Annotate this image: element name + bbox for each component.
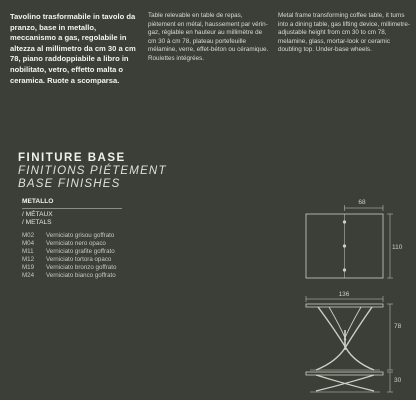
- finish-name: Verniciato grafite goffrato: [46, 247, 115, 255]
- finish-name: Verniciato grisou goffrato: [46, 232, 115, 239]
- dim-label-height-min: 30: [394, 377, 402, 384]
- metal-heading-fr: / MÉTAUX: [22, 210, 53, 218]
- dim-label-height-max: 78: [394, 323, 402, 330]
- dim-label-open-width: 136: [338, 291, 350, 298]
- finish-code: M12: [22, 255, 35, 263]
- finish-name: Verniciato tortora opaco: [46, 255, 112, 263]
- finishes-title-en: BASE FINISHES: [18, 178, 121, 190]
- finishes-title-it: FINITURE BASE: [18, 152, 126, 164]
- finishes-title-fr: FINITIONS PIÉTEMENT: [18, 165, 167, 177]
- finish-name: Verniciato bianco goffrato: [46, 271, 116, 279]
- finish-name: Verniciato bronzo goffrato: [46, 263, 117, 271]
- hinge-mark: [343, 269, 345, 271]
- finish-code: M02: [22, 232, 35, 239]
- finish-code: M19: [22, 263, 35, 271]
- dim-label-width: 110: [392, 244, 403, 251]
- finish-code: M11: [22, 247, 34, 255]
- metal-heading-it: METALLO: [22, 198, 54, 205]
- dim-label-depth: 68: [358, 199, 366, 206]
- finish-code: M04: [22, 239, 35, 247]
- description-english: Metal frame transforming coffee table, it turns into a dining table, gas lifting device, millimetre-adjustable height from cm 30 to cm 78, melamine, glass, mortar-look or ceramic doubling top. Under-base wheels.: [278, 12, 410, 53]
- finish-name: Verniciato nero opaco: [46, 239, 106, 247]
- hinge-mark: [343, 245, 345, 247]
- finish-code: M24: [22, 271, 35, 279]
- description-italian: Tavolino trasformabile in tavolo da pranzo, base in metallo, meccanismo a gas, regolabile in altezza al millimetro da cm 30 a cm 78, piano raddoppiabile a libro in nobilitato, vetro, effetto malta o ceramica. Ruote a scomparsa.: [10, 12, 136, 85]
- table-top-side-raised: [306, 304, 383, 307]
- description-french: Table relevable en table de repas, piètement en métal, haussement par vérin-gaz, réglable en hauteur au millimètre de cm 30 à cm 78, plateau portefeuille mélamine, verre, effet-béton ou céramique. Roulettes intégrées.: [148, 12, 269, 62]
- hinge-mark: [343, 221, 345, 223]
- table-top-side-lowered: [306, 372, 383, 375]
- metal-heading-en: / METALS: [22, 219, 52, 227]
